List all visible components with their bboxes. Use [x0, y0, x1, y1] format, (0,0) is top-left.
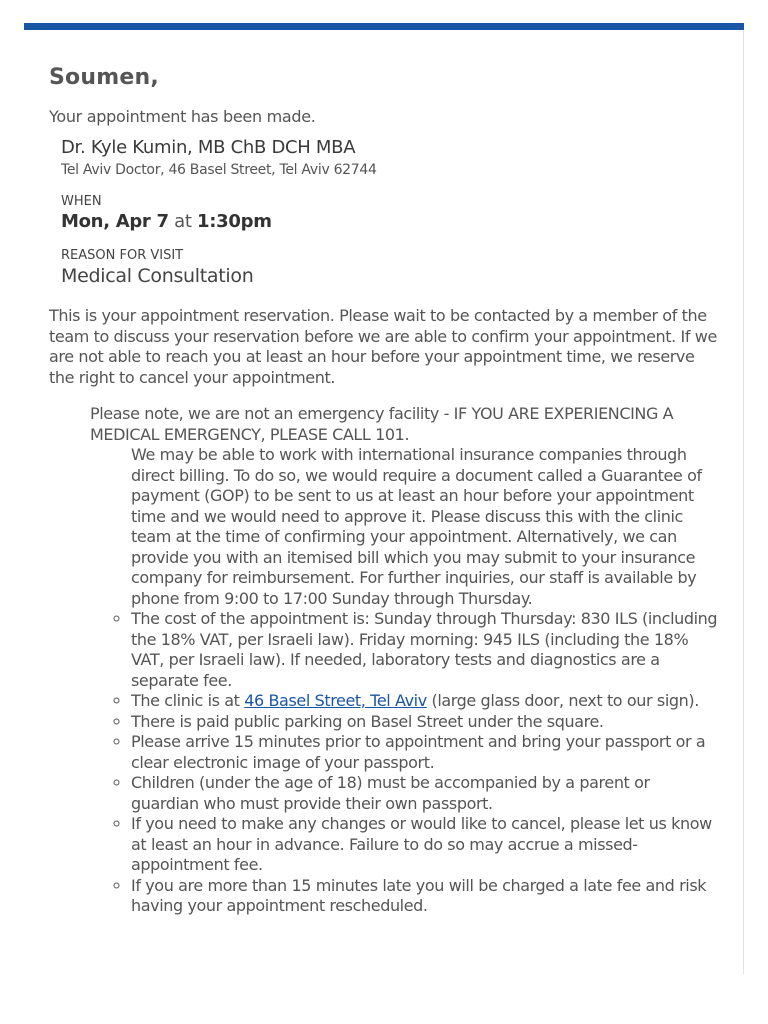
- clinic-map-link[interactable]: 46 Basel Street, Tel Aviv: [244, 691, 427, 710]
- when-label: WHEN: [61, 194, 102, 209]
- note-insurance: We may be able to work with international insurance companies through direct billing. To do so, we would require a document called a Guarantee of payment (GOP) to be sent to us at least an hour before your appointment time and we would need to approve it. Please discuss this with the clinic team at the time of confirming your appointment. Alternatively, we can provide you with an itemised bill which you may submit to your insurance company for reimbursement. For further inquiries, our staff is available by phone from 9:00 to 17:00 Sunday through Thursday.: [131, 445, 702, 608]
- doctor-name: Dr. Kyle Kumin, MB ChB DCH MBA: [61, 137, 356, 158]
- appointment-datetime: [61, 210, 719, 234]
- appointment-details: [61, 136, 719, 288]
- clinic-prefix: The clinic is at: [131, 691, 245, 710]
- greeting: Soumen,: [49, 65, 159, 90]
- intro-text: Your appointment has been made.: [49, 107, 316, 126]
- email-border: [743, 30, 744, 974]
- at-word: at: [174, 211, 192, 232]
- note-children: ◦ Children (under the age of 18) must be accompanied by a parent or guardian who must provide their own passport.: [131, 773, 719, 814]
- notes-block: [90, 404, 719, 917]
- email-body: [49, 62, 719, 917]
- reason-value: Medical Consultation: [61, 265, 254, 287]
- appointment-time: 1:30pm: [197, 211, 272, 232]
- note-parking: ◦ There is paid public parking on Basel Street under the square.: [131, 712, 719, 733]
- reason-label: REASON FOR VISIT: [61, 248, 184, 263]
- header-accent-bar: [24, 23, 744, 30]
- emergency-note: Please note, we are not an emergency facility - IF YOU ARE EXPERIENCING A MEDICAL EMERGENCY, PLEASE CALL 101.: [90, 404, 674, 444]
- clinic-address: Tel Aviv Doctor, 46 Basel Street, Tel Aviv 62744: [61, 162, 377, 178]
- clinic-suffix: (large glass door, next to our sign).: [426, 691, 699, 710]
- note-cost: ◦ The cost of the appointment is: Sunday through Thursday: 830 ILS (including the 18% VAT, per Israeli law). Friday morning: 945 ILS (including the 18% VAT, per Israeli law). If needed, laboratory tests and diagnostics are a separate fee.: [131, 609, 719, 691]
- note-late: ◦ If you are more than 15 minutes late you will be charged a late fee and risk having your appointment rescheduled.: [131, 876, 719, 917]
- note-changes: ◦ If you need to make any changes or would like to cancel, please let us know at least an hour in advance. Failure to do so may accrue a missed-appointment fee.: [131, 814, 719, 876]
- reservation-text: This is your appointment reservation. Please wait to be contacted by a member of the team to discuss your reservation before we are able to confirm your appointment. If we are not able to reach you at least an hour before your appointment time, we reserve the right to cancel your appointment.: [49, 306, 717, 387]
- note-clinic-location: [131, 691, 719, 712]
- note-arrive: ◦ Please arrive 15 minutes prior to appointment and bring your passport or a clear electronic image of your passport.: [131, 732, 719, 773]
- appointment-date: Mon, Apr 7: [61, 211, 169, 232]
- notes-list: [90, 445, 719, 917]
